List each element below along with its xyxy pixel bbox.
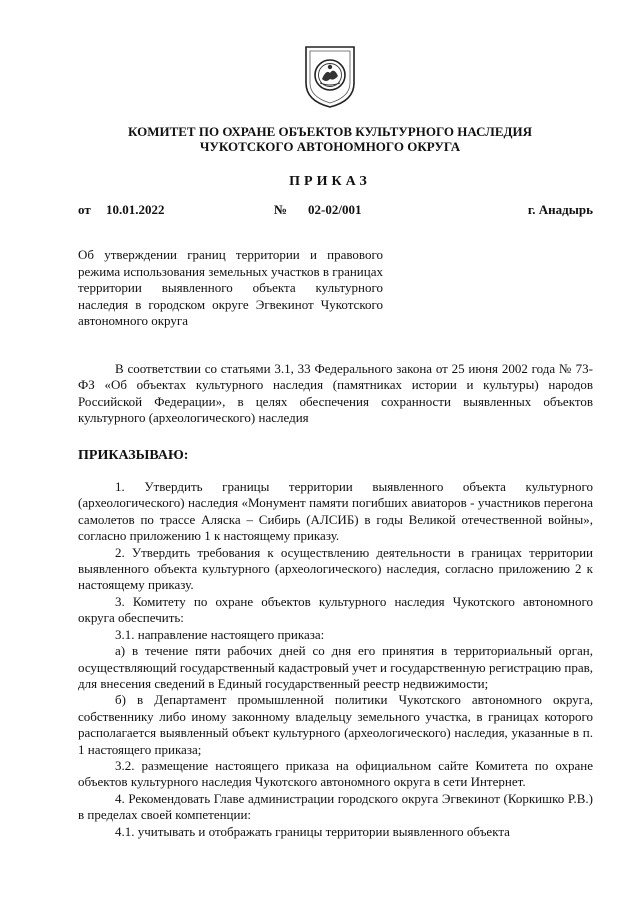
- date-prefix: от: [78, 202, 91, 217]
- preamble: В соответствии со статьями 3.1, 33 Федерального закона от 25 июня 2002 года № 73-ФЗ «Об объектах культурного наследия (памятниках истории и культуры) народов Российской Федерации», в целях обеспечения сохранности выявленных объектов культурного (археологического) наследия: [78, 361, 593, 426]
- committee-line-2: ЧУКОТСКОГО АВТОНОМНОГО ОКРУГА: [199, 139, 461, 154]
- order-item: а) в течение пяти рабочих дней со дня его принятия в территориальный орган, осуществляющий государственный кадастровый учет и государственную регистрацию прав, для внесения сведений в Единый государственный реестр недвижимости;: [78, 643, 593, 691]
- order-title: ПРИКАЗ: [289, 174, 371, 189]
- order-item: 1. Утвердить границы территории выявленного объекта культурного (археологического) наследия «Монумент памяти погибших авиаторов - участников перегона самолетов по трассе Аляска – Сибирь (АЛСИБ) в годы Великой отечественной войны», согласно приложению 1 к настоящему приказу.: [78, 479, 593, 544]
- decree-word: ПРИКАЗЫВАЮ:: [78, 447, 189, 463]
- committee-name: [60, 124, 600, 154]
- order-item: 2. Утвердить требования к осуществлению деятельности в границах территории выявленного объекта культурного (археологического) наследия, согласно приложению 2 к настоящему приказу.: [78, 544, 593, 593]
- order-item: б) в Департамент промышленной политики Чукотского автономного округа, собственнику либо иному законному владельцу земельного участка, в границах которого располагается выявленный объект культурного (археологического) наследия, указанные в п. 1 настоящего приказа;: [78, 692, 593, 757]
- order-meta: [78, 202, 593, 220]
- order-item: 3.2. размещение настоящего приказа на официальном сайте Комитета по охране объектов культурного наследия Чукотского автономного округа в сети Интернет.: [78, 757, 593, 790]
- order-body: [78, 361, 593, 840]
- order-city: г. Анадырь: [527, 202, 593, 217]
- order-item: 4. Рекомендовать Главе администрации городского округа Эгвекинот (Коркишко Р.В.) в пределах своей компетенции:: [78, 790, 593, 823]
- committee-line-1: КОМИТЕТ ПО ОХРАНЕ ОБЪЕКТОВ КУЛЬТУРНОГО НАСЛЕДИЯ: [127, 124, 532, 139]
- coat-of-arms-icon: [300, 43, 360, 109]
- order-item: 3.1. направление настоящего приказа:: [115, 626, 325, 642]
- number-sign: №: [274, 202, 288, 217]
- order-date: 10.01.2022: [106, 202, 165, 217]
- order-item: 4.1. учитывать и отображать границы территории выявленного объекта: [115, 823, 510, 839]
- order-number: 02-02/001: [308, 202, 362, 217]
- order-item: 3. Комитету по охране объектов культурного наследия Чукотского автономного округа обеспечить:: [78, 593, 593, 626]
- order-subject: Об утверждении границ территории и правового режима использования земельных участков в границах территории выявленного объекта культурного наследия в городском округе Эгвекинот Чукотского автономного округа: [78, 247, 383, 328]
